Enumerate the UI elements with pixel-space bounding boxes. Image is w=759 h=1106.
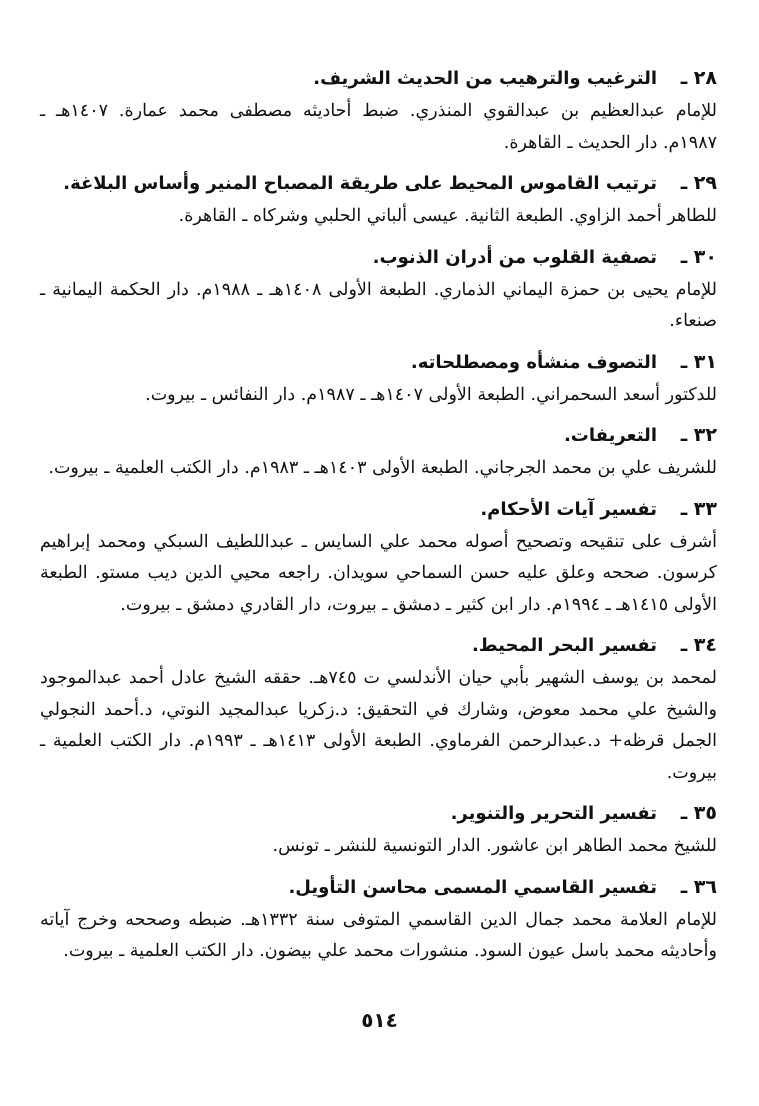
entry-description: للشيخ محمد الطاهر ابن عاشور. الدار التونسية للنشر ـ تونس. bbox=[272, 836, 717, 856]
entry-number: ٣٤ ـ bbox=[680, 634, 717, 656]
entry-description: لمحمد بن يوسف الشهير بأبي حيان الأندلسي ت ٧٤٥هـ. حققه الشيخ عادل أحمد عبدالموجود والشيخ علي محمد معوض، وشارك في التحقيق: د.زكريا عبدالمجيد النوتي، د.أحمد النجولي الجمل قرظه+ د.عبدالرحمن الفرماوي. الطبعة الأولى ١٤١٣هـ ـ ١٩٩٣م. دار الكتب العلمية ـ بيروت. bbox=[40, 668, 717, 783]
bibliography-entry-35 bbox=[40, 795, 717, 863]
entry-title: تفسير آيات الأحكام. bbox=[480, 498, 657, 520]
entry-title: تفسير البحر المحيط. bbox=[472, 635, 657, 656]
entry-title: ترتيب القاموس المحيط على طريقة المصباح المنير وأساس البلاغة. bbox=[63, 173, 657, 194]
bibliography-entry-31 bbox=[40, 344, 717, 412]
bibliography-entry-32 bbox=[40, 417, 717, 485]
entry-title: تصفية القلوب من أدران الذنوب. bbox=[372, 246, 657, 268]
entry-number: ٢٨ ـ bbox=[680, 67, 717, 89]
entry-description: للإمام يحيى بن حمزة اليماني الذماري. الطبعة الأولى ١٤٠٨هـ ـ ١٩٨٨م. دار الحكمة اليمانية ـ صنعاء. bbox=[40, 279, 717, 331]
entry-number: ٣٠ ـ bbox=[680, 245, 717, 268]
entry-heading bbox=[40, 60, 717, 96]
entry-heading bbox=[40, 239, 717, 275]
entry-heading bbox=[40, 165, 717, 201]
entry-heading bbox=[40, 417, 717, 453]
entry-heading bbox=[40, 795, 717, 831]
bibliography-entry-36 bbox=[40, 869, 717, 968]
entry-description: للطاهر أحمد الزاوي. الطبعة الثانية. عيسى ألباني الحلبي وشركاه ـ القاهرة. bbox=[178, 206, 717, 226]
entry-heading bbox=[40, 491, 717, 527]
entry-description: للإمام العلامة محمد جمال الدين القاسمي المتوفى سنة ١٣٣٢هـ. ضبطه وصححه وخرج آياته وأحاديثه محمد باسل عيون السود. منشورات محمد علي بيضون. دار الكتب العلمية ـ بيروت. bbox=[40, 909, 718, 961]
bibliography-entry-28 bbox=[40, 60, 717, 159]
bibliography-page bbox=[40, 60, 717, 974]
entry-number: ٣٣ ـ bbox=[680, 497, 717, 520]
entry-title: الترغيب والترهيب من الحديث الشريف. bbox=[313, 68, 657, 89]
entry-number: ٢٩ ـ bbox=[680, 172, 717, 194]
bibliography-entry-33 bbox=[40, 491, 717, 622]
entry-number: ٣٥ ـ bbox=[680, 802, 717, 824]
entry-title: التعريفات. bbox=[563, 425, 657, 446]
bibliography-entry-30 bbox=[40, 239, 717, 338]
entry-title: تفسير القاسمي المسمى محاسن التأويل. bbox=[288, 876, 657, 898]
entry-title: التصوف منشأه ومصطلحاته. bbox=[410, 351, 657, 373]
bibliography-entry-34 bbox=[40, 627, 717, 789]
entry-description: للشريف علي بن محمد الجرجاني. الطبعة الأولى ١٤٠٣هـ ـ ١٩٨٣م. دار الكتب العلمية ـ بيروت. bbox=[48, 458, 717, 478]
entry-number: ٣٦ ـ bbox=[680, 875, 717, 898]
bibliography-entry-29 bbox=[40, 165, 717, 233]
page-number: ٥١٤ bbox=[361, 1008, 398, 1032]
entry-number: ٣٢ ـ bbox=[680, 424, 717, 446]
entry-number: ٣١ ـ bbox=[680, 350, 717, 373]
entry-title: تفسير التحرير والتنوير. bbox=[450, 803, 657, 824]
entry-heading bbox=[40, 344, 717, 380]
entry-heading bbox=[40, 627, 717, 663]
entry-description: للإمام عبدالعظيم بن عبدالقوي المنذري. ضبط أحاديثه مصطفى محمد عمارة. ١٤٠٧هـ ـ ١٩٨٧م. دار الحديث ـ القاهرة. bbox=[40, 101, 718, 153]
entry-description: أشرف على تنقيحه وتصحيح أصوله محمد علي السايس ـ عبداللطيف السبكي ومحمد إبراهيم كرسون. صححه وعلق عليه حسن السماحي سويدان. راجعه محيي الدين ديب مستو. الطبعة الأولى ١٤١٥هـ ـ ١٩٩٤م. دار ابن كثير ـ دمشق ـ بيروت، دار القادري دمشق ـ بيروت. bbox=[40, 531, 717, 615]
entry-description: للدكتور أسعد السحمراني. الطبعة الأولى ١٤٠٧هـ ـ ١٩٨٧م. دار النفائس ـ بيروت. bbox=[145, 384, 717, 405]
entry-heading bbox=[40, 869, 717, 905]
